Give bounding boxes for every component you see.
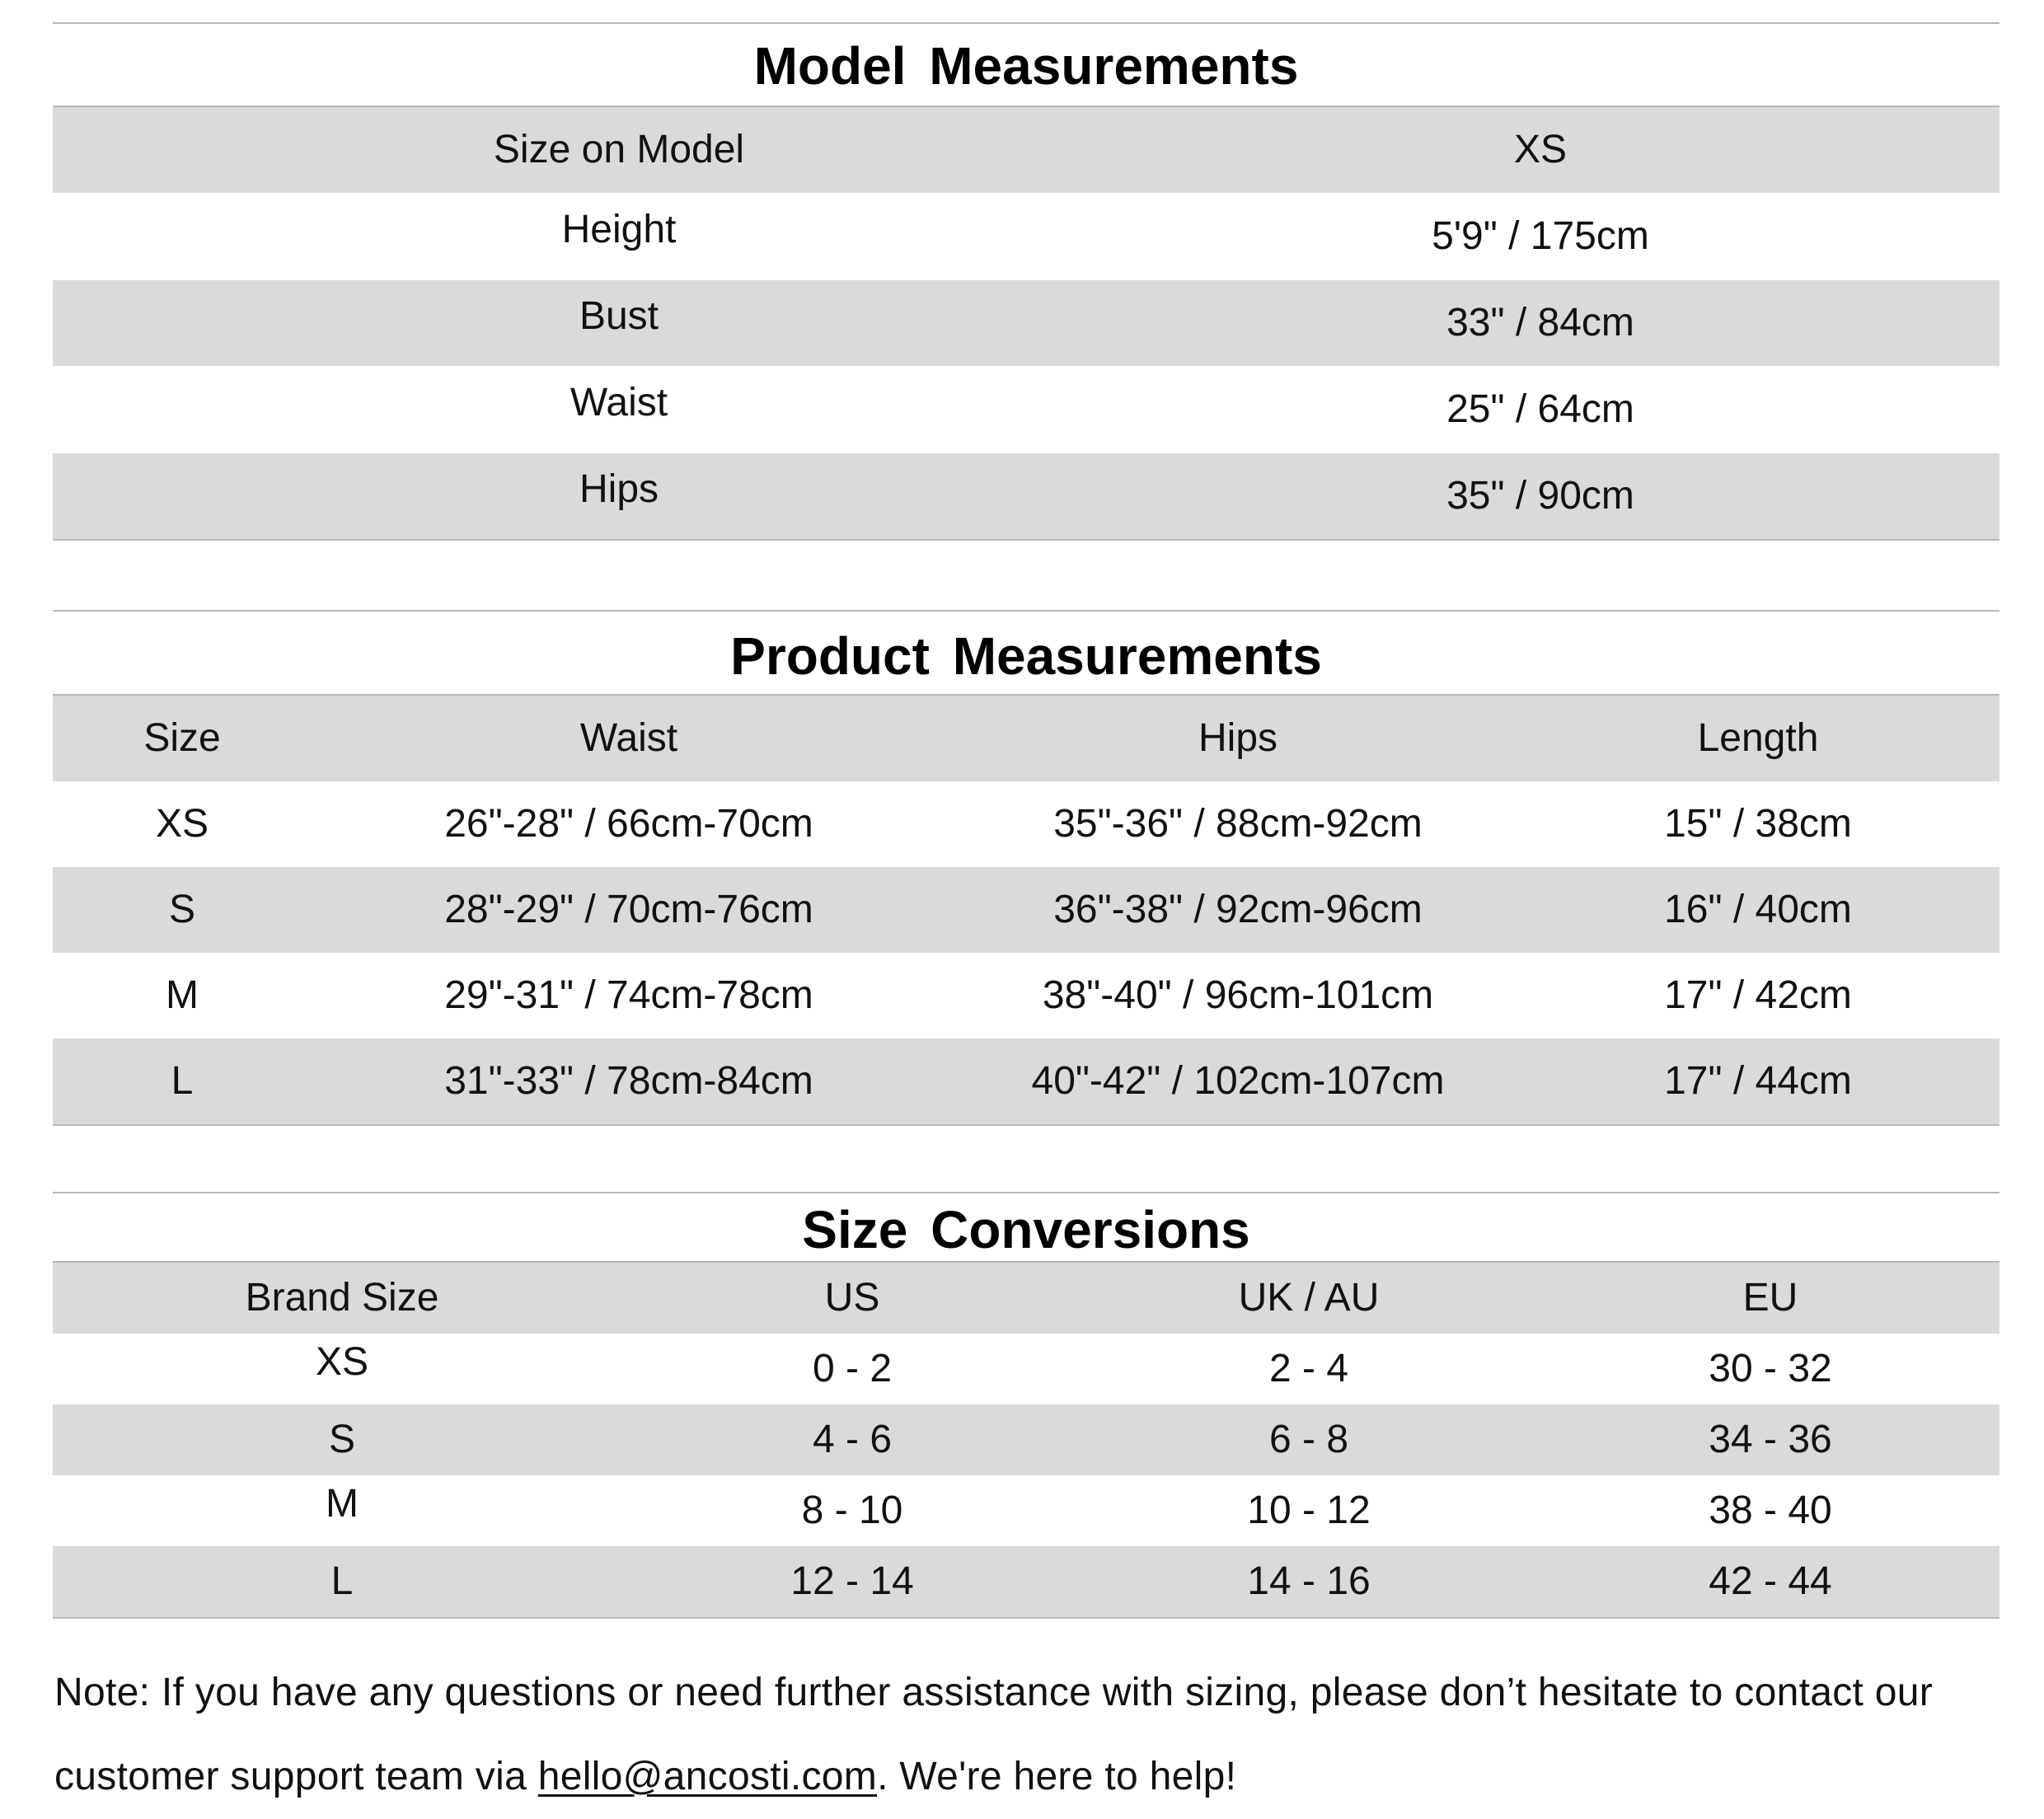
table-row: [53, 453, 1999, 539]
brand-size-cell: L: [331, 1559, 354, 1603]
note-text-end: . We're here to help!: [877, 1755, 1237, 1798]
product-measurements-title: Product Measurements: [730, 626, 1322, 686]
table-row: [53, 366, 1999, 453]
table-row: [53, 1404, 1999, 1475]
top-rule: [53, 22, 1999, 24]
eu-cell: 38 - 40: [1709, 1488, 1832, 1532]
eu-cell: 34 - 36: [1709, 1418, 1832, 1461]
us-cell: 12 - 14: [790, 1559, 914, 1603]
column-header-hips: Hips: [1198, 716, 1278, 760]
table-row: [53, 1334, 1999, 1404]
column-header-size: Size: [143, 716, 221, 760]
uk-au-cell: 14 - 16: [1247, 1559, 1371, 1603]
table-row: [53, 781, 1999, 867]
waist-cell: 29"-31" / 74cm-78cm: [444, 973, 813, 1017]
column-header-waist: Waist: [579, 716, 678, 760]
column-header-length: Length: [1697, 716, 1819, 760]
size-cell: XS: [155, 802, 209, 846]
bottom-rule: [53, 1124, 1999, 1126]
support-note: [54, 1651, 2008, 1819]
uk-au-cell: 10 - 12: [1247, 1488, 1371, 1532]
model-value: 5'9" / 175cm: [1432, 214, 1649, 258]
table-row: [53, 1038, 1999, 1124]
top-rule: [53, 610, 1999, 612]
column-header-brand-size: Brand Size: [245, 1276, 439, 1320]
size-cell: M: [166, 973, 199, 1017]
size-conversions-title: Size Conversions: [802, 1200, 1250, 1259]
length-cell: 17" / 42cm: [1664, 973, 1852, 1017]
waist-cell: 26"-28" / 66cm-70cm: [444, 802, 813, 846]
table-row: [53, 867, 1999, 953]
us-cell: 8 - 10: [801, 1488, 903, 1532]
brand-size-cell: XS: [315, 1340, 369, 1384]
hips-cell: 36"-38" / 92cm-96cm: [1053, 888, 1423, 931]
model-label: Size on Model: [493, 128, 745, 171]
eu-cell: 30 - 32: [1709, 1347, 1832, 1390]
waist-cell: 31"-33" / 78cm-84cm: [444, 1059, 813, 1103]
note-text: Note: If you have any questions or need further assistance with sizing, please don’t hesitate to contact our customer support team via: [54, 1671, 1934, 1798]
top-rule: [53, 1192, 1999, 1193]
hips-cell: 40"-42" / 102cm-107cm: [1031, 1059, 1445, 1103]
bottom-rule: [53, 539, 1999, 541]
brand-size-cell: S: [328, 1418, 355, 1461]
table-header-row: [53, 1263, 1999, 1334]
waist-cell: 28"-29" / 70cm-76cm: [444, 888, 813, 931]
size-cell: S: [168, 888, 195, 931]
table-row: [53, 193, 1999, 280]
model-measurements-title: Model Measurements: [753, 36, 1299, 96]
uk-au-cell: 2 - 4: [1268, 1347, 1349, 1390]
table-row: [53, 1475, 1999, 1546]
us-cell: 0 - 2: [812, 1347, 893, 1390]
model-value: XS: [1513, 128, 1568, 171]
column-header-uk-au: UK / AU: [1238, 1276, 1380, 1320]
hips-cell: 35"-36" / 88cm-92cm: [1053, 802, 1423, 846]
support-email-link[interactable]: hello@ancosti.com: [537, 1755, 878, 1798]
column-header-eu: EU: [1742, 1276, 1798, 1320]
table-row: [53, 1546, 1999, 1617]
table-row: [53, 280, 1999, 366]
model-value: 35" / 90cm: [1446, 474, 1634, 518]
uk-au-cell: 6 - 8: [1268, 1418, 1349, 1461]
model-label: Hips: [579, 467, 659, 511]
model-label: Height: [561, 208, 677, 251]
length-cell: 17" / 44cm: [1664, 1059, 1852, 1103]
hips-cell: 38"-40" / 96cm-101cm: [1042, 973, 1434, 1017]
brand-size-cell: M: [326, 1482, 359, 1526]
model-value: 33" / 84cm: [1446, 301, 1634, 345]
length-cell: 15" / 38cm: [1664, 802, 1852, 846]
us-cell: 4 - 6: [812, 1418, 893, 1461]
table-row: [53, 107, 1999, 193]
table-row: [53, 953, 1999, 1038]
length-cell: 16" / 40cm: [1664, 888, 1852, 931]
model-value: 25" / 64cm: [1446, 387, 1634, 431]
column-header-us: US: [824, 1276, 880, 1320]
table-header-row: [53, 696, 1999, 781]
model-label: Bust: [579, 294, 659, 338]
bottom-rule: [53, 1617, 1999, 1619]
eu-cell: 42 - 44: [1709, 1559, 1832, 1603]
model-label: Waist: [570, 381, 668, 424]
size-cell: L: [171, 1059, 194, 1103]
